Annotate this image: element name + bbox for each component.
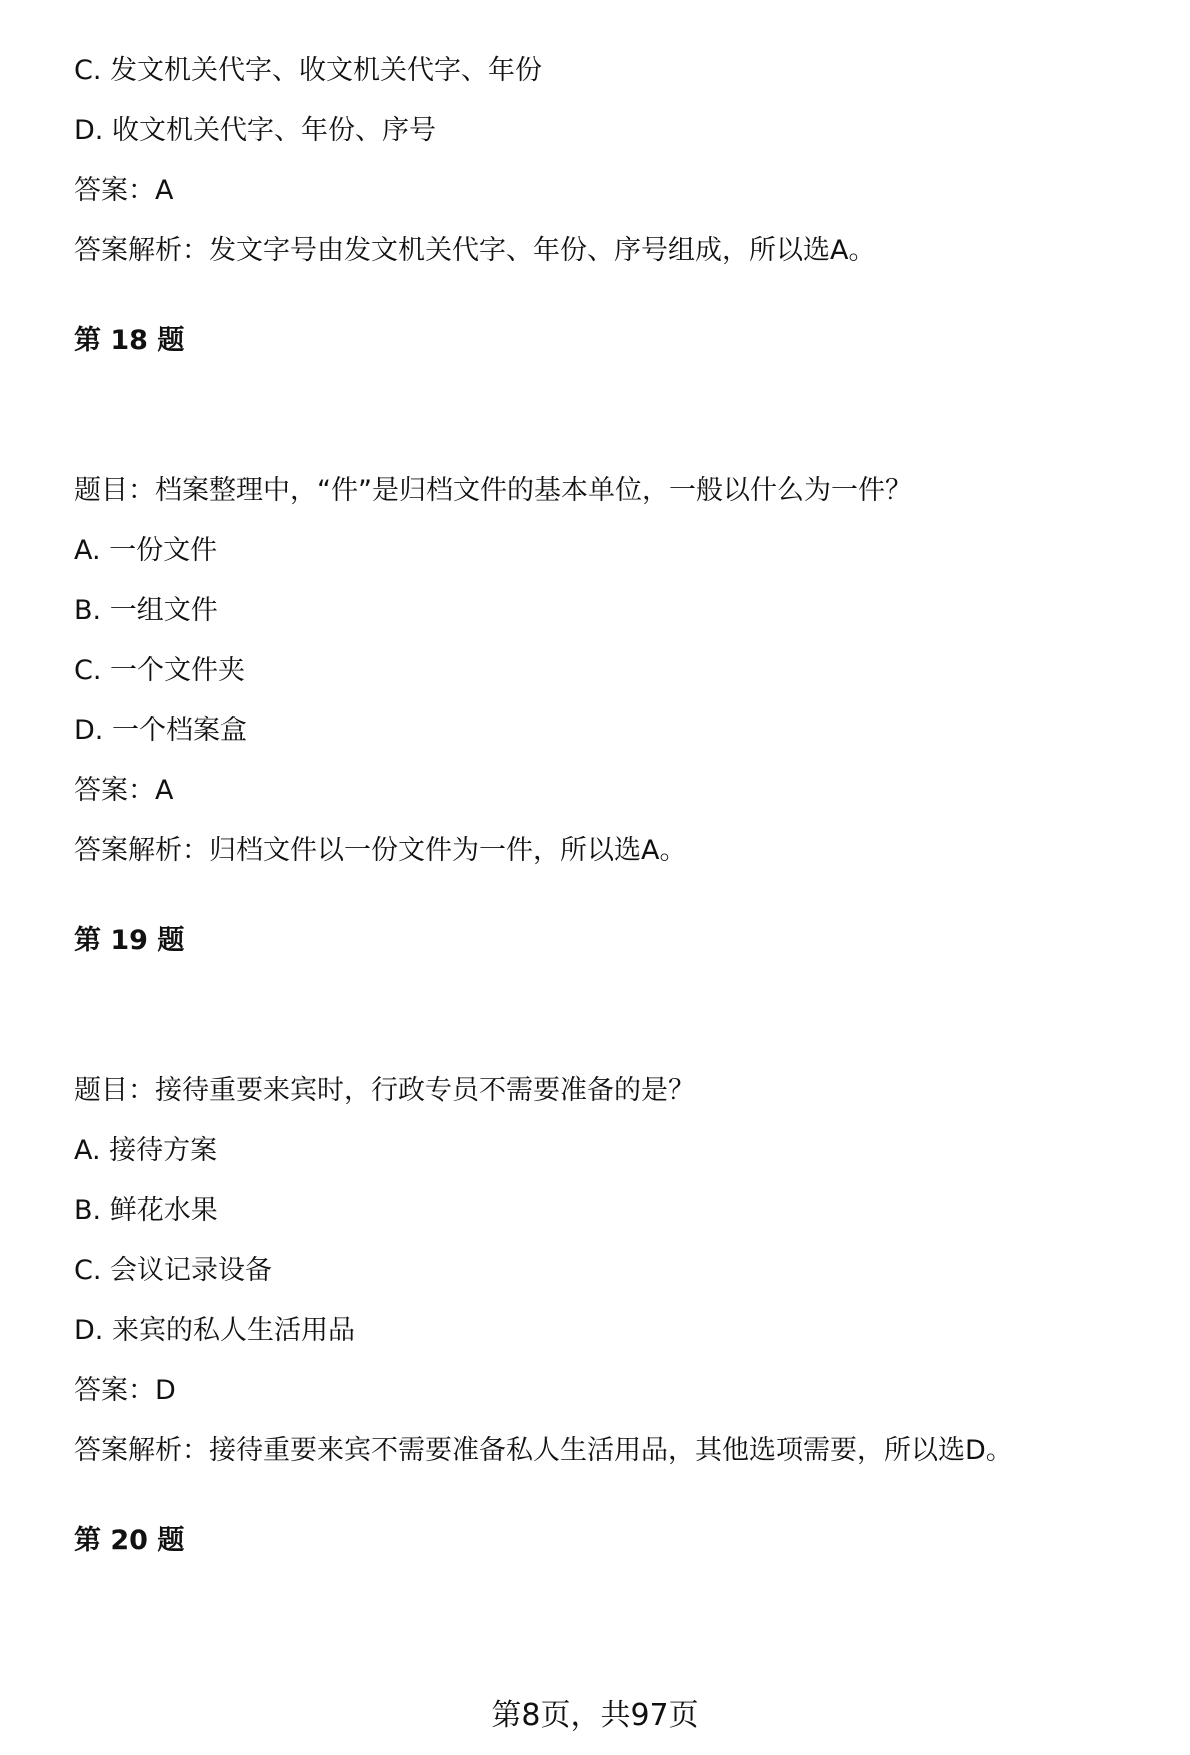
q19-question: 题目：接待重要来宾时，行政专员不需要准备的是？ bbox=[74, 1075, 695, 1106]
q17-option-c: C. 发文机关代字、收文机关代字、年份 bbox=[74, 55, 543, 86]
q17-option-d: D. 收文机关代字、年份、序号 bbox=[74, 115, 436, 146]
q18-option-a: A. 一份文件 bbox=[74, 535, 218, 566]
q19-option-c: C. 会议记录设备 bbox=[74, 1255, 273, 1286]
page-number-footer: 第8页，共97页 bbox=[491, 1698, 699, 1733]
q19-explanation: 答案解析：接待重要来宾不需要准备私人生活用品，其他选项需要，所以选D。 bbox=[74, 1435, 1013, 1466]
q19-option-b: B. 鲜花水果 bbox=[74, 1195, 218, 1226]
q18-option-b: B. 一组文件 bbox=[74, 595, 218, 626]
q18-option-c: C. 一个文件夹 bbox=[74, 655, 246, 686]
q18-question: 题目：档案整理中，“件”是归档文件的基本单位，一般以什么为一件？ bbox=[74, 475, 912, 506]
q18-answer: 答案：A bbox=[74, 775, 174, 806]
q19-option-a: A. 接待方案 bbox=[74, 1135, 218, 1166]
q17-answer: 答案：A bbox=[74, 175, 174, 206]
q18-heading: 第 18 题 bbox=[74, 325, 185, 356]
q17-explanation: 答案解析：发文字号由发文机关代字、年份、序号组成，所以选A。 bbox=[74, 235, 876, 266]
q19-heading: 第 19 题 bbox=[74, 925, 185, 956]
q18-explanation: 答案解析：归档文件以一份文件为一件，所以选A。 bbox=[74, 835, 687, 866]
q20-heading: 第 20 题 bbox=[74, 1525, 185, 1556]
q18-option-d: D. 一个档案盒 bbox=[74, 715, 247, 746]
q19-answer: 答案：D bbox=[74, 1375, 176, 1406]
q19-option-d: D. 来宾的私人生活用品 bbox=[74, 1315, 355, 1346]
